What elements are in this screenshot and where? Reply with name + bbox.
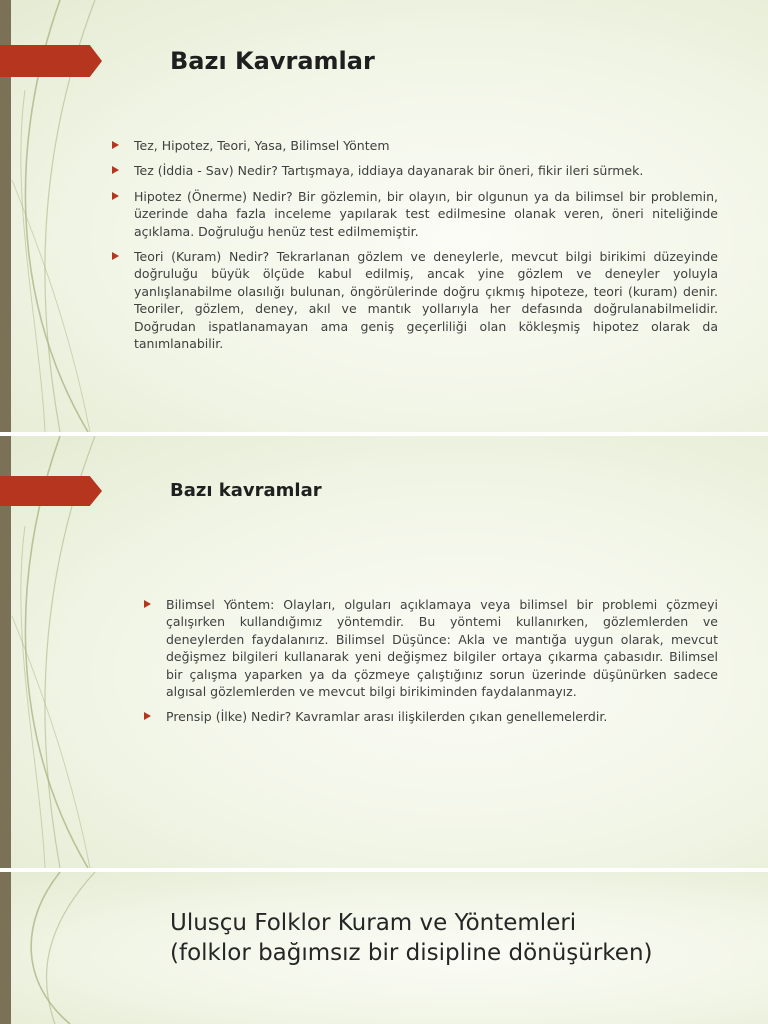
- list-item: Tez, Hipotez, Teori, Yasa, Bilimsel Yöntem: [112, 137, 718, 154]
- bullet-arrow-icon: [144, 600, 151, 608]
- list-item: Tez (İddia - Sav) Nedir? Tartışmaya, iddiaya dayanarak bir öneri, fikir ileri sürmek.: [112, 162, 718, 179]
- title-line-2: (folklor bağımsız bir disipline dönüşürken): [170, 940, 653, 966]
- bullet-arrow-icon: [144, 712, 151, 720]
- title-line-1: Ulusçu Folklor Kuram ve Yöntemleri: [170, 910, 577, 936]
- title-accent-tab: [0, 45, 102, 77]
- bullet-arrow-icon: [112, 166, 119, 174]
- bullet-arrow-icon: [112, 141, 119, 149]
- slide-3: [0, 872, 768, 1024]
- bullet-list: [112, 137, 718, 360]
- list-item: Teori (Kuram) Nedir? Tekrarlanan gözlem ve deneylerle, mevcut bilgi birikimi düzeyinde doğruluğu büyük ölçüde kabul edilmiş, ancak yine gözlem ve deneyler yoluyla yanlışlanabilme olasılığı bulunan, öngörülerinde doğru çıkmış hipoteze, teori (kuram) denir. Teoriler, gözlem, deney, akıl ve mantık yollarıyla her defasında doğrulanabilmelidir. Doğrudan ispatlanamayan ama geniş geçerliliği olan kökleşmiş hipotez olarak da tanımlanabilir.: [112, 248, 718, 352]
- list-item: Prensip (İlke) Nedir? Kavramlar arası ilişkilerden çıkan genellemelerdir.: [144, 708, 718, 725]
- bullet-list: [144, 596, 718, 734]
- slide-2: [0, 436, 768, 868]
- bullet-arrow-icon: [112, 192, 119, 200]
- slide-title: Bazı Kavramlar: [170, 47, 375, 75]
- slide-title: [170, 908, 653, 968]
- list-item: Hipotez (Önerme) Nedir? Bir gözlemin, bir olayın, bir olgunun ya da bilimsel bir problemin, üzerinde daha fazla inceleme yapılarak test edilmesine olanak veren, öneri niteliğinde açıklama. Doğruluğu henüz test edilmemiştir.: [112, 188, 718, 240]
- decorative-vines: [0, 872, 120, 1024]
- title-accent-tab: [0, 476, 102, 506]
- list-item: Bilimsel Yöntem: Olayları, olguları açıklamaya veya bilimsel bir problemi çözmeyi çalışırken kullandığımız yöntemdir. Bu yöntemi kullanırken, gözlemlerden ve deneylerden faydalanırız. Bilimsel Düşünce: Akla ve mantığa uygun olarak, mevcut değişmez bilgileri kullanarak yeni değişmez bilgiler ortaya çıkarma çabasıdır. Bilimsel bir çalışma yaparken ya da çözmeye çalıştığınız sorun üzerinde düşünürken sadece algısal gözlemlerden ve mevcut bilgi birikiminden faydalanmayız.: [144, 596, 718, 700]
- slide-title: Bazı kavramlar: [170, 480, 322, 501]
- slide-1: [0, 0, 768, 432]
- bullet-arrow-icon: [112, 252, 119, 260]
